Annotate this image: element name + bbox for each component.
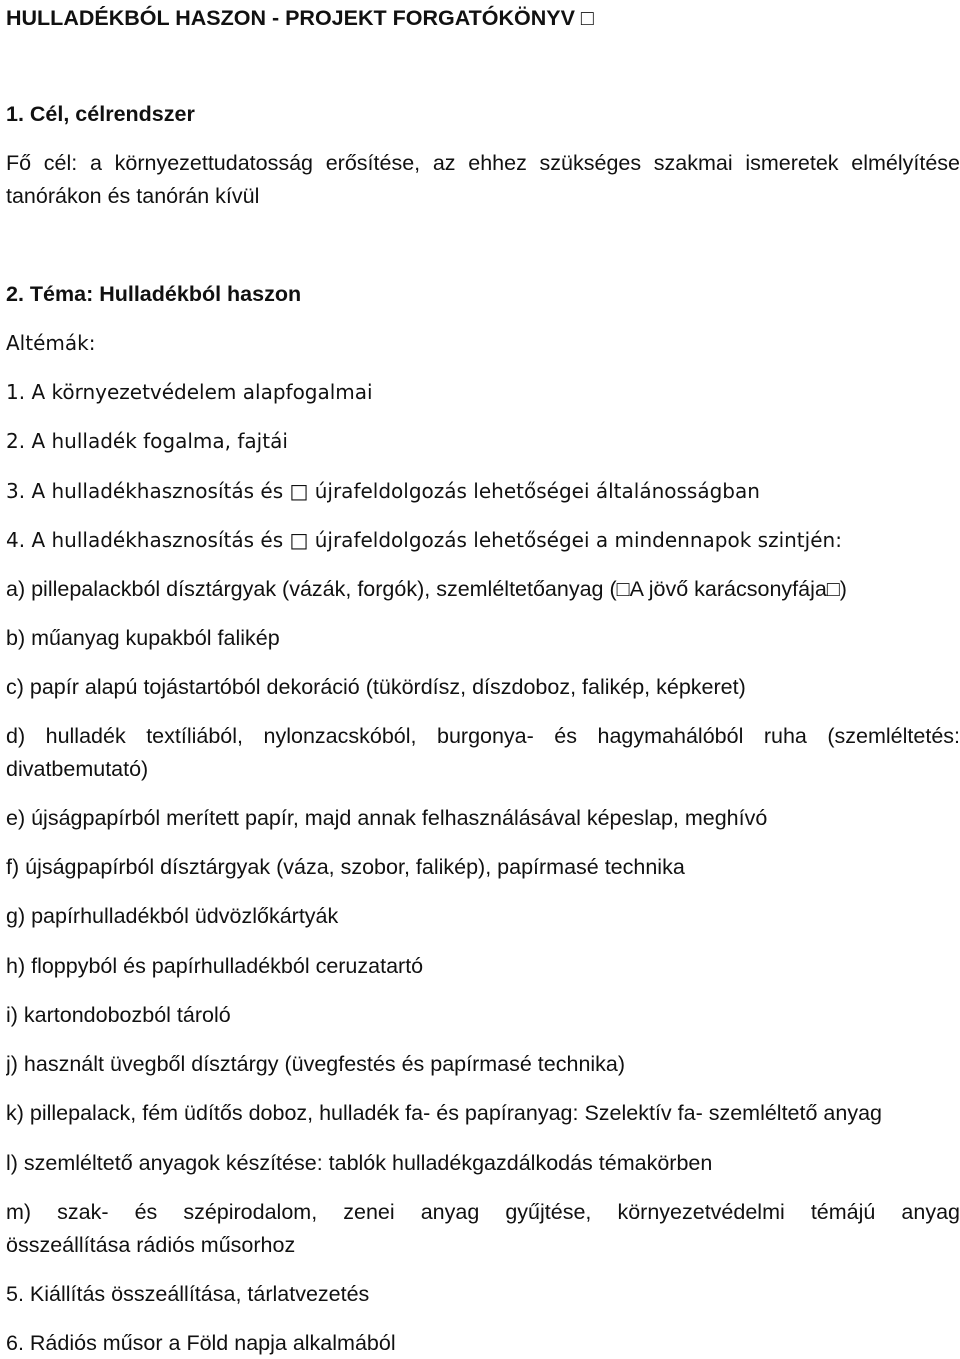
- list-item-d: d) hulladék textíliából, nylonzacskóból, burgonya- és hagymahálóból ruha (szemléltetés:: [6, 724, 960, 748]
- section-1-heading: 1. Cél, célrendszer: [6, 102, 195, 126]
- section-5-line: 5. Kiállítás összeállítása, tárlatvezetés: [6, 1282, 370, 1306]
- list-item-i: i) kartondobozból tároló: [6, 1003, 231, 1027]
- list-item-a: a) pillepalackból dísztárgyak (vázák, forgók), szemléltetőanyag (□A jövő karácsonyfája□): [6, 577, 847, 601]
- list-item-k: k) pillepalack, fém üdítős doboz, hulladék fa- és papíranyag: Szelektív fa- szemléltető anyag: [6, 1101, 882, 1125]
- section-6-line: 6. Rádiós műsor a Föld napja alkalmából: [6, 1331, 396, 1355]
- list-item-l: l) szemléltető anyagok készítése: tablók hulladékgazdálkodás témakörben: [6, 1151, 713, 1175]
- list-item-j: j) használt üvegből dísztárgy (üvegfestés és papírmasé technika): [6, 1052, 626, 1076]
- subtopic-2: 2. A hulladék fogalma, fajtái: [6, 429, 288, 453]
- list-item-e: e) újságpapírból merített papír, majd annak felhasználásával képeslap, meghívó: [6, 806, 768, 830]
- main-goal-line-cont: tanórákon és tanórán kívül: [6, 184, 260, 208]
- document-title: HULLADÉKBÓL HASZON - PROJEKT FORGATÓKÖNYV □: [6, 6, 594, 30]
- list-item-f: f) újságpapírból dísztárgyak (váza, szobor, falikép), papírmasé technika: [6, 855, 685, 879]
- list-item-h: h) floppyból és papírhulladékból ceruzatartó: [6, 954, 424, 978]
- list-item-g: g) papírhulladékból üdvözlőkártyák: [6, 904, 339, 928]
- list-item-b: b) műanyag kupakból falikép: [6, 626, 280, 650]
- subtopic-3: 3. A hulladékhasznosítás és □ újrafeldolgozás lehetőségei általánosságban: [6, 479, 760, 503]
- subtopics-label: Altémák:: [6, 331, 96, 355]
- main-goal-line: Fő cél: a környezettudatosság erősítése, az ehhez szükséges szakmai ismeretek elmélyítése: [6, 151, 960, 175]
- subtopic-1: 1. A környezetvédelem alapfogalmai: [6, 380, 373, 404]
- list-item-c: c) papír alapú tojástartóból dekoráció (tükördísz, díszdoboz, falikép, képkeret): [6, 675, 746, 699]
- subtopic-4: 4. A hulladékhasznosítás és □ újrafeldolgozás lehetőségei a mindennapok szintjén:: [6, 528, 842, 552]
- list-item-m-cont: összeállítása rádiós műsorhoz: [6, 1233, 296, 1257]
- section-2-heading: 2. Téma: Hulladékból haszon: [6, 282, 302, 306]
- list-item-m: m) szak- és szépirodalom, zenei anyag gyűjtése, környezetvédelmi témájú anyag: [6, 1200, 960, 1224]
- list-item-d-cont: divatbemutató): [6, 757, 149, 781]
